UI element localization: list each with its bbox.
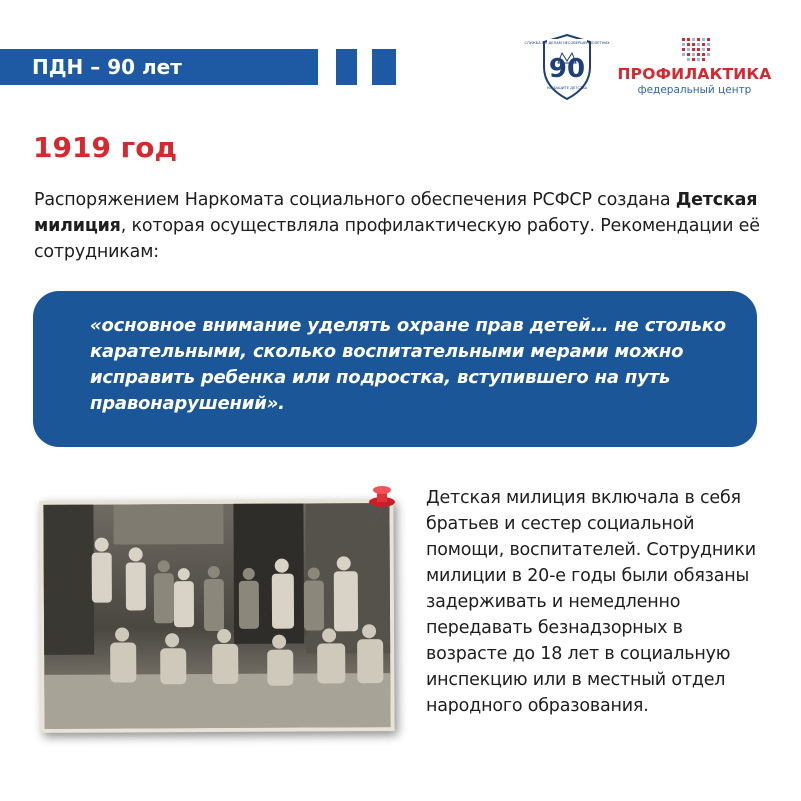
header-title: ПДН – 90 лет <box>32 55 182 79</box>
intro-bold-term: Детская милиция <box>34 190 758 236</box>
quote-text: «основное внимание уделять охране прав детей… не столько карательными, сколько воспитательными мерами можно исправить ребенка или подростка, вступившего на путь правонарушений». <box>90 315 726 414</box>
side-paragraph: Детская милиция включала в себя братьев и сестер социальной помощи, воспитателей. Сотрудники милиции в 20-е годы были обязаны задерживать и немедленно передавать безнадзорных в возрасте до 18 лет в социальную инспекцию или в местный отдел народного образования. <box>426 488 756 716</box>
brand-subtitle: федеральный центр <box>637 84 752 96</box>
push-pin-icon <box>364 482 400 524</box>
brand-name: ПРОФИЛАКТИКА <box>617 65 772 83</box>
header-stripe <box>336 49 357 85</box>
dot-grid-icon <box>680 36 712 64</box>
svg-text:90: 90 <box>548 54 586 84</box>
quote-box <box>33 291 757 447</box>
intro-paragraph <box>34 187 764 265</box>
svg-text:СЛУЖБА ПО ДЕЛАМ НЕСОВЕРШЕННОЛЕ: СЛУЖБА ПО ДЕЛАМ НЕСОВЕРШЕННОЛЕТНИХ <box>524 41 610 45</box>
header-stripe <box>372 49 396 85</box>
historical-photo-children-icon <box>43 503 390 729</box>
pdn-90-emblem-icon <box>524 33 610 101</box>
intro-text-start: Распоряжением Наркомата социального обеспечения РСФСР создана <box>34 190 676 210</box>
intro-text-end: , которая осуществляла профилактическую работу. Рекомендации её сотрудникам: <box>34 216 760 262</box>
year-heading: 1919 год <box>33 131 178 164</box>
header-bar <box>0 49 318 85</box>
svg-text:НА ЗАЩИТЕ ДЕТСТВА: НА ЗАЩИТЕ ДЕТСТВА <box>546 86 588 90</box>
profilaktika-logo <box>612 36 777 100</box>
photo-frame <box>39 499 394 733</box>
